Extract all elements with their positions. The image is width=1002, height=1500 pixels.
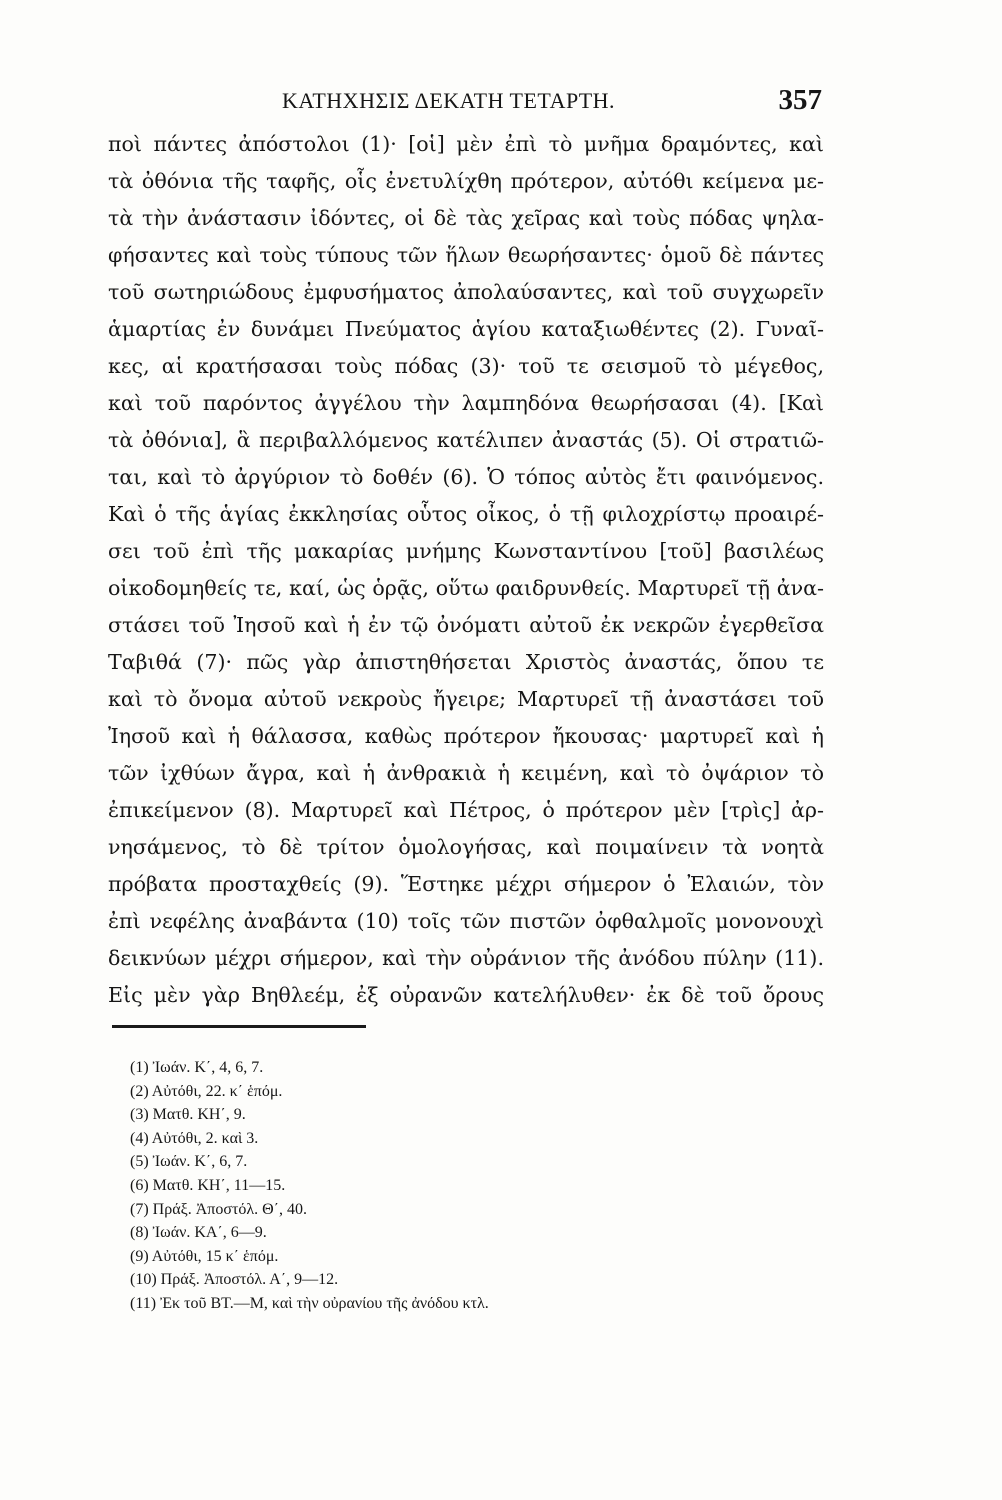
text-line: νησάμενος, τὸ δὲ τρίτον ὁμολογήσας, καὶ ποιμαίνειν τὰ νοητὰ: [108, 835, 824, 859]
running-head-title: ΚΑΤΗΧΗΣΙΣ ΔΕΚΑΤΗ ΤΕΤΑΡΤΗ.: [282, 88, 616, 113]
footnote: (2) Αὐτόθι, 22. κ΄ ἑπόμ.: [130, 1082, 283, 1100]
footnote: (10) Πράξ. Ἀποστόλ. Α΄, 9—12.: [130, 1271, 339, 1289]
footnote: (6) Ματθ. ΚΗ΄, 11—15.: [130, 1176, 286, 1194]
text-line: οἰκοδομηθείς τε, καί, ὡς ὁρᾷς, οὕτω φαιδρυνθείς. Μαρτυρεῖ τῇ ἀνα-: [108, 576, 824, 600]
text-line: καὶ τὸ ὄνομα αὐτοῦ νεκροὺς ἤγειρε; Μαρτυρεῖ τῇ ἀναστάσει τοῦ: [108, 687, 824, 711]
text-line: τοῦ σωτηριώδους ἐμφυσήματος ἀπολαύσαντες, καὶ τοῦ συγχωρεῖν: [108, 280, 824, 304]
footnote: (5) Ἰωάν. Κ΄, 6, 7.: [130, 1153, 248, 1171]
text-line: ἁμαρτίας ἐν δυνάμει Πνεύματος ἁγίου καταξιωθέντες (2). Γυναῖ-: [108, 317, 824, 341]
text-line: ἐπικείμενον (8). Μαρτυρεῖ καὶ Πέτρος, ὁ πρότερον μὲν [τρὶς] ἀρ-: [108, 798, 824, 822]
footnote: (1) Ἰωάν. Κ΄, 4, 6, 7.: [130, 1059, 264, 1076]
main-text: [108, 126, 824, 1014]
text-line: Ἰησοῦ καὶ ἡ θάλασσα, καθὼς πρότερον ἤκουσας· μαρτυρεῖ καὶ ἡ: [108, 724, 824, 748]
text-line: τὰ τὴν ἀνάστασιν ἰδόντες, οἱ δὲ τὰς χεῖρας καὶ τοὺς πόδας ψηλα-: [108, 206, 824, 230]
text-line: πρόβατα προσταχθείς (9). Ἕστηκε μέχρι σήμερον ὁ Ἐλαιών, τὸν: [108, 872, 824, 896]
text-line: ἐπὶ νεφέλης ἀναβάντα (10) τοῖς τῶν πιστῶν ὀφθαλμοῖς μονονουχὶ: [108, 909, 824, 933]
text-line: ται, καὶ τὸ ἀργύριον τὸ δοθέν (6). Ὁ τόπος αὐτὸς ἔτι φαινόμενος.: [108, 465, 824, 489]
text-line: δεικνύων μέχρι σήμερον, καὶ τὴν οὐράνιον τῆς ἀνόδου πύλην (11).: [108, 946, 824, 970]
text-line: Ταβιθά (7)· πῶς γὰρ ἀπιστηθήσεται Χριστὸς ἀναστάς, ὅπου τε: [108, 650, 824, 674]
footnote: (7) Πράξ. Ἀποστόλ. Θ΄, 40.: [130, 1200, 308, 1218]
footnote-separator-rule: [112, 1025, 366, 1028]
footnote: (9) Αὐτόθι, 15 κ΄ ἑπόμ.: [130, 1247, 279, 1265]
text-line: φήσαντες καὶ τοὺς τύπους τῶν ἥλων θεωρήσαντες· ὁμοῦ δὲ πάντες: [108, 243, 824, 267]
text-line: Εἰς μὲν γὰρ Βηθλεέμ, ἐξ οὐρανῶν κατελήλυθεν· ἐκ δὲ τοῦ ὄρους: [108, 983, 824, 1007]
text-line: στάσει τοῦ Ἰησοῦ καὶ ἡ ἐν τῷ ὀνόματι αὐτοῦ ἐκ νεκρῶν ἐγερθεῖσα: [108, 613, 824, 637]
footnotes: [130, 1056, 730, 1316]
text-line: τὰ ὀθόνια], ἃ περιβαλλόμενος κατέλιπεν ἀναστάς (5). Οἱ στρατιῶ-: [108, 428, 824, 452]
text-line: καὶ τοῦ παρόντος ἀγγέλου τὴν λαμπηδόνα θεωρήσασαι (4). [Καὶ: [108, 391, 824, 415]
footnote: (3) Ματθ. ΚΗ΄, 9.: [130, 1106, 246, 1124]
footnote: (4) Αὐτόθι, 2. καὶ 3.: [130, 1129, 259, 1147]
footnote: (11) Ἐκ τοῦ ΒΤ.—Μ, καὶ τὴν οὐρανίου τῆς ἀνόδου κτλ.: [130, 1294, 489, 1312]
text-line: τὰ ὀθόνια τῆς ταφῆς, οἷς ἐνετυλίχθη πρότερον, αὐτόθι κείμενα με-: [108, 169, 824, 193]
running-head: [282, 84, 822, 122]
text-line: σει τοῦ ἐπὶ τῆς μακαρίας μνήμης Κωνσταντίνου [τοῦ] βασιλέως: [108, 539, 824, 563]
text-line: τῶν ἰχθύων ἄγρα, καὶ ἡ ἀνθρακιὰ ἡ κειμένη, καὶ τὸ ὀψάριον τὸ: [108, 761, 824, 785]
text-line: κες, αἱ κρατήσασαι τοὺς πόδας (3)· τοῦ τε σεισμοῦ τὸ μέγεθος,: [108, 354, 824, 378]
text-line: Καὶ ὁ τῆς ἁγίας ἐκκλησίας οὗτος οἶκος, ὁ τῇ φιλοχρίστῳ προαιρέ-: [108, 502, 824, 526]
footnote: (8) Ἰωάν. ΚΑ΄, 6—9.: [130, 1224, 267, 1242]
page-number: 357: [778, 84, 822, 116]
text-line: ποὶ πάντες ἀπόστολοι (1)· [οἱ] μὲν ἐπὶ τὸ μνῆμα δραμόντες, καὶ: [108, 132, 824, 156]
